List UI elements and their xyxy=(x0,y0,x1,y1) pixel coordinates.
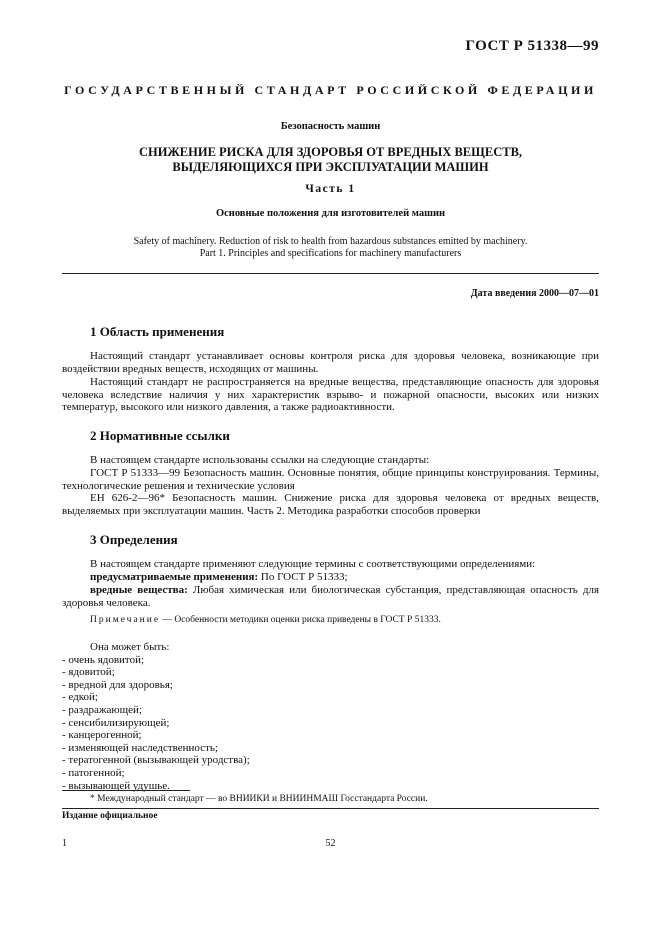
list-item: - сенсибилизирующей; xyxy=(62,716,170,729)
footnote-divider xyxy=(62,790,190,791)
footer-divider xyxy=(62,808,599,809)
english-title-line-2: Part 1. Principles and specifications for machinery manufacturers xyxy=(199,248,462,259)
note xyxy=(90,614,599,626)
properties-list xyxy=(62,641,599,792)
section-3-title: 3 Определения xyxy=(90,532,178,547)
footnote: * Международный стандарт — во ВНИИКИ и ВНИИНМАШ Госстандарта России. xyxy=(90,794,428,804)
list-item: - изменяющей наследственность; xyxy=(62,741,218,754)
term-1: предусматриваемые применения: xyxy=(90,571,259,583)
english-title-line-1: Safety of machinery. Reduction of risk to health from hazardous substances emitted by machinery. xyxy=(133,236,528,247)
series-title: Безопасность машин xyxy=(280,121,381,132)
section-1-title: 1 Область применения xyxy=(90,324,225,339)
introduction-date: Дата введения 2000—07—01 xyxy=(470,288,599,299)
list-item: - очень ядовитой; xyxy=(62,653,145,666)
definition-2 xyxy=(62,584,599,609)
document-code: ГОСТ Р 51338—99 xyxy=(465,38,599,54)
term-2: вредные вещества: xyxy=(90,584,188,596)
edition-label: Издание официальное xyxy=(62,811,158,821)
list-intro: Она может быть: xyxy=(90,641,170,653)
list-item: - вызывающей удушье. xyxy=(62,779,170,792)
section-3-paragraph-1: В настоящем стандарте применяют следующие термины с соответствующими определениями: xyxy=(90,558,536,570)
definition-1-text: По ГОСТ Р 51333; xyxy=(260,571,348,583)
list-item: - вредной для здоровья; xyxy=(62,678,173,691)
english-title xyxy=(0,236,661,260)
list-item: - раздражающей; xyxy=(62,703,142,716)
section-2-paragraph-2: ГОСТ Р 51333—99 Безопасность машин. Основные понятия, общие принципы конструирования. Термины, технологические решения и технические условия xyxy=(62,467,599,492)
section-2-title: 2 Нормативные ссылки xyxy=(90,428,230,443)
main-title xyxy=(0,145,661,175)
list-item: - патогенной; xyxy=(62,766,125,779)
note-text: — Особенности методики оценки риска приведены в ГОСТ Р 51333. xyxy=(162,615,441,625)
section-2-paragraph-1: В настоящем стандарте использованы ссылки на следующие стандарты: xyxy=(90,454,430,466)
section-1-paragraph-2: Настоящий стандарт не распространяется на вредные вещества, представляющие опасность для здоровья человека вследствие наличия у них характеристик взрыво- и пожарной опасности, высоких или низких температур, высокого или низкого давления, а также радиоактивности. xyxy=(62,376,599,413)
part-label: Часть 1 xyxy=(305,183,356,195)
list-item: - канцерогенной; xyxy=(62,729,142,742)
list-item: - тератогенной (вызывающей уродства); xyxy=(62,754,250,767)
note-label: Примечание xyxy=(90,615,161,625)
section-1-paragraph-1: Настоящий стандарт устанавливает основы контроля риска для здоровья человека, возникающие при воздействии вредных веществ, исходящих от машины. xyxy=(62,350,599,375)
state-standard-heading: ГОСУДАРСТВЕННЫЙ СТАНДАРТ РОССИЙСКОЙ ФЕДЕРАЦИИ xyxy=(64,83,597,97)
definition-1 xyxy=(62,571,599,584)
definition-2-text: Любая химическая или биологическая субстанция, представляющая опасность для здоровья человека. xyxy=(62,584,599,609)
header-divider xyxy=(62,273,599,274)
main-title-line-2: ВЫДЕЛЯЮЩИХСЯ ПРИ ЭКСПЛУАТАЦИИ МАШИН xyxy=(172,160,489,174)
page-number-center: 52 xyxy=(325,838,336,849)
list-item: - ядовитой; xyxy=(62,666,115,679)
main-title-line-1: СНИЖЕНИЕ РИСКА ДЛЯ ЗДОРОВЬЯ ОТ ВРЕДНЫХ ВЕЩЕСТВ, xyxy=(138,145,523,159)
subtitle: Основные положения для изготовителей машин xyxy=(215,208,446,219)
page-number-left: 1 xyxy=(62,838,67,849)
section-2-paragraph-3: ЕН 626-2—96* Безопасность машин. Снижение риска для здоровья человека от вредных веществ, выделяемых при эксплуатации машин. Часть 2. Методика разработки способов проверки xyxy=(62,492,599,517)
list-item: - едкой; xyxy=(62,691,98,704)
